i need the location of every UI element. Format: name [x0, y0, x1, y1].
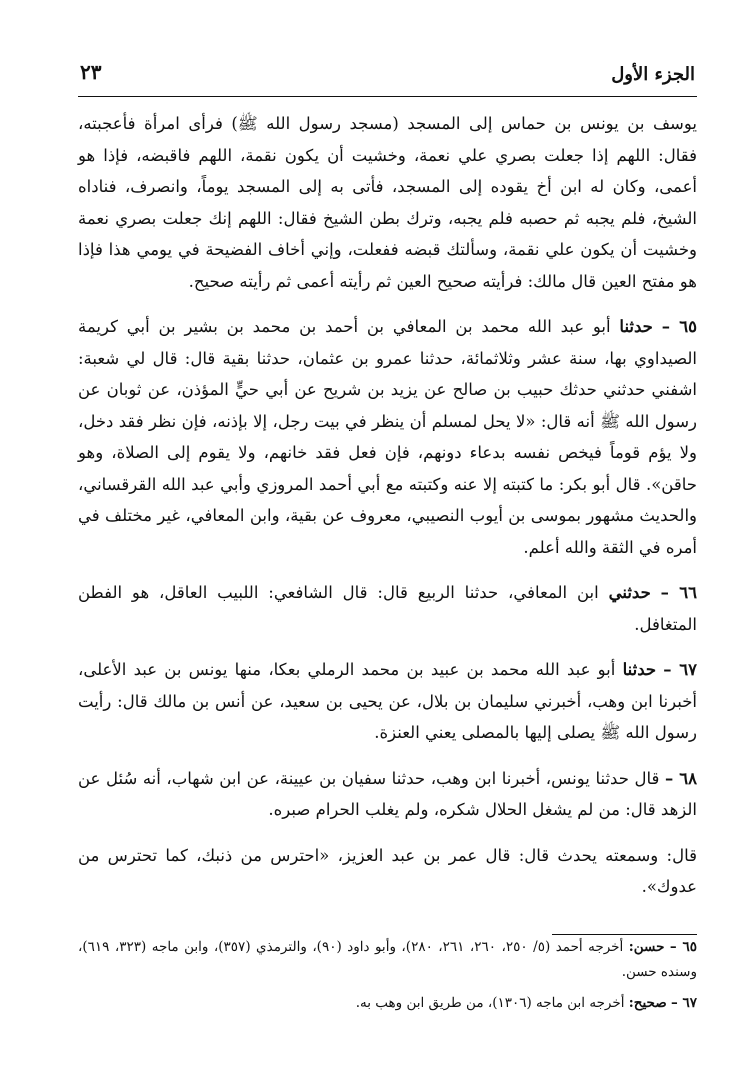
- hadith-number: ٦٥ –: [661, 317, 697, 336]
- running-title: الجزء الأول: [611, 64, 695, 85]
- footnote-65: [78, 935, 697, 985]
- main-text: [78, 108, 697, 917]
- hadith-text: ابن المعافي، حدثنا الربيع قال: قال الشافعي: اللبيب العاقل، هو الفطن المتغافل.: [78, 583, 697, 634]
- page-header: [80, 58, 695, 94]
- paragraph-text: قال: وسمعته يحدث قال: قال عمر بن عبد العزيز، «احترس من ذنبك، كما تحترس من عدوك».: [78, 845, 697, 896]
- hadith-65: [78, 311, 697, 563]
- hadith-text: أبو عبد الله محمد بن عبيد بن محمد الرملي بعكا، منها يونس بن عبد الأعلى، أخبرنا ابن وهب، أخبرني سليمان بن بلال، عن يحيى بن سعيد، عن أنس بن مالك قال: رأيت رسول الله ﷺ يصلى إليها بالمصلى يعني العنزة.: [78, 660, 697, 742]
- footnote-grade: حسن:: [628, 939, 665, 955]
- paragraph-continued: [78, 108, 697, 297]
- hadith-number: ٦٧ –: [663, 660, 698, 679]
- paragraph-text: يوسف بن يونس بن حماس إلى المسجد (مسجد رسول الله ﷺ) فرأى امرأة فأعجبته، فقال: اللهم إذا جعلت بصري علي نعمة، وخشيت أن يكون نقمة، اللهم فاقبضه، فإذا هو أعمى، وكان له ابن أخ يقوده إلى المسجد، فأتى به إلى المسجد يوماً، وانصرف، فناداه الشيخ، فلم يجبه ثم حصبه فلم يجبه، وترك بطن الشيخ فقال: اللهم إنك جعلت بصري نعمة وخشيت أن يكون علي نقمة، وسألتك قبضه ففعلت، وإني أخاف الفضيحة في يومي هذا فإذا هو مفتح العين قال مالك: فرأيته صحيح العين ثم رأيته أعمى ثم رأيته صحيح.: [78, 114, 697, 291]
- hadith-text: أبو عبد الله محمد بن المعافي بن أحمد بن محمد بن بشير بن أبي كريمة الصيداوي بها، سنة عشر وثلاثمائة، حدثنا عمرو بن عثمان، حدثنا بقية قال: قال لي شعبة: اشفني حدثني حدثك حبيب بن صالح عن يزيد بن شريح عن أبي حيٍّ المؤذن، عن ثوبان عن رسول الله ﷺ أنه قال: «لا يحل لمسلم أن ينظر في بيت رجل، إلا بإذنه، فإن نظر فقد دخل، ولا يؤم قوماً فيخص نفسه بدعاء دونهم، فإن فعل فقد خانهم، ولا يقوم إلى الصلاة، وهو حاقن». قال أبو بكر: ما كتبته إلا عنه وكتبته مع أبي أحمد المروزي وأبي عبد الله القرقساني، والحديث مشهور بموسى بن أيوب النصيبي، معروف عن بقية، وابن المعافي، غير مختلف في أمره في الثقة والله أعلم.: [78, 317, 698, 557]
- paragraph-quote: [78, 840, 697, 903]
- footnote-number: ٦٧ –: [671, 995, 697, 1011]
- hadith-number: ٦٨ –: [664, 768, 698, 788]
- footnote-text: أخرجه ابن ماجه (١٣٠٦)، من طريق ابن وهب به.: [355, 995, 625, 1011]
- hadith-text: قال حدثنا يونس، أخبرنا ابن وهب، حدثنا سفيان بن عيينة، عن ابن شهاب، أنه سُئل عن الزهد قال: من لم يشغل الحلال شكره، ولم يغلب الحرام صبره.: [78, 768, 697, 819]
- page-number: ٢٣: [80, 60, 102, 84]
- hadith-lead: حدثنا: [619, 317, 653, 336]
- hadith-number: ٦٦ –: [660, 583, 698, 602]
- hadith-67: [78, 654, 697, 749]
- footnotes: [78, 934, 697, 1022]
- hadith-68: [78, 763, 697, 826]
- footnote-67: [78, 991, 697, 1016]
- hadith-lead: حدثني: [608, 583, 651, 602]
- header-rule: [78, 96, 697, 97]
- footnote-number: ٦٥ –: [669, 939, 698, 955]
- hadith-66: [78, 577, 697, 640]
- hadith-lead: حدثنا: [622, 660, 657, 679]
- footnote-grade: صحيح:: [628, 995, 667, 1011]
- footnote-text: أخرجه أحمد (٥/ ٢٥٠، ٢٦٠، ٢٦١، ٢٨٠)، وأبو داود (٩٠)، والترمذي (٣٥٧)، وابن ماجه (٣٢٣، ٦١٩)، وسنده حسن.: [78, 939, 697, 980]
